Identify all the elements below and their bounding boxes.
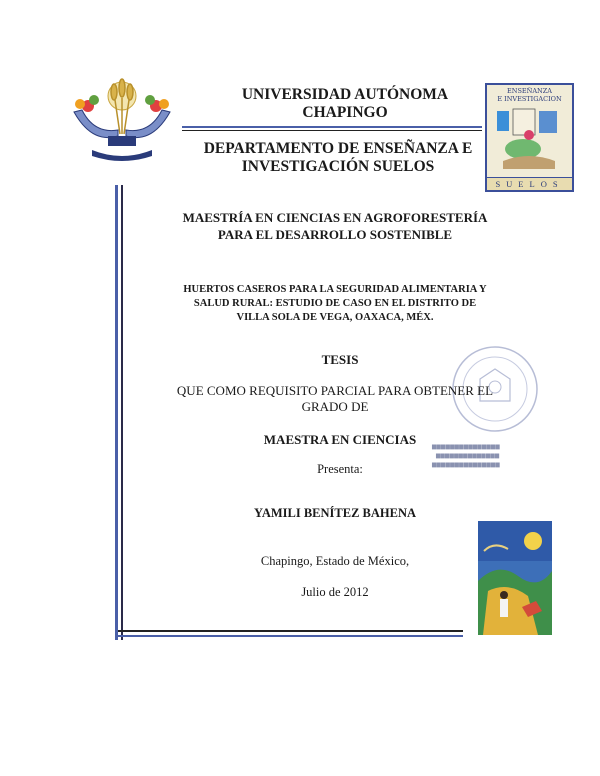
university-logo — [72, 74, 172, 162]
program-name-line1: MAESTRÍA EN CIENCIAS EN AGROFORESTERÍA — [182, 210, 488, 225]
bottom-rule-blue — [118, 635, 463, 637]
requirement-line2: GRADO DE — [301, 399, 369, 414]
university-name-line1: UNIVERSIDAD AUTÓNOMA — [241, 86, 449, 103]
document-type: TESIS — [321, 352, 359, 367]
department-name-line1: DEPARTAMENTO DE ENSEÑANZA E — [203, 140, 473, 157]
program-name-line2: PARA EL DESARROLLO SOSTENIBLE — [217, 227, 453, 242]
degree-name: MAESTRA EN CIENCIAS — [263, 432, 417, 447]
cover-illustration — [478, 521, 552, 635]
dept-logo-suelos: SUELOS — [487, 177, 572, 190]
top-rule-blue — [182, 126, 482, 128]
presenta-label: Presenta: — [317, 462, 363, 476]
top-rule-dark — [182, 130, 482, 131]
program-name — [150, 209, 520, 243]
stamp-text-line: ▆▆▆▆▆▆▆▆▆▆▆▆▆▆▆ — [432, 444, 500, 450]
author-name: YAMILI BENÍTEZ BAHENA — [253, 506, 417, 520]
thesis-title-line3: VILLA SOLA DE VEGA, OAXACA, MÉX. — [236, 312, 434, 323]
university-name — [225, 86, 465, 122]
dept-logo-line1: ENSEÑANZA — [507, 87, 552, 95]
bottom-rule-dark — [118, 630, 463, 632]
date-text: Julio de 2012 — [301, 585, 369, 599]
department-logo — [485, 83, 574, 192]
requirement-line1: QUE COMO REQUISITO PARCIAL PARA OBTENER EL — [176, 383, 494, 398]
dept-logo-line2: E INVESTIGACION — [497, 95, 562, 103]
place-text: Chapingo, Estado de México, — [260, 554, 410, 568]
thesis-title-line2: SALUD RURAL: ESTUDIO DE CASO EN EL DISTRITO DE — [193, 298, 477, 309]
stamp-text-line: ▆▆▆▆▆▆▆▆▆▆▆▆▆▆▆ — [432, 462, 500, 468]
stamp-text-line: ▆▆▆▆▆▆▆▆▆▆▆▆▆▆ — [436, 453, 500, 459]
left-frame-line-outer — [115, 185, 118, 640]
left-frame-line-inner — [121, 185, 123, 640]
dept-logo-illustration — [493, 105, 566, 173]
requirement-text — [150, 383, 520, 415]
thesis-title-line1: HUERTOS CASEROS PARA LA SEGURIDAD ALIMENTARIA Y — [183, 284, 487, 295]
university-name-line2: CHAPINGO — [302, 104, 388, 121]
department-name — [188, 140, 488, 176]
department-name-line2: INVESTIGACIÓN SUELOS — [241, 158, 435, 175]
thesis-title — [155, 283, 515, 325]
